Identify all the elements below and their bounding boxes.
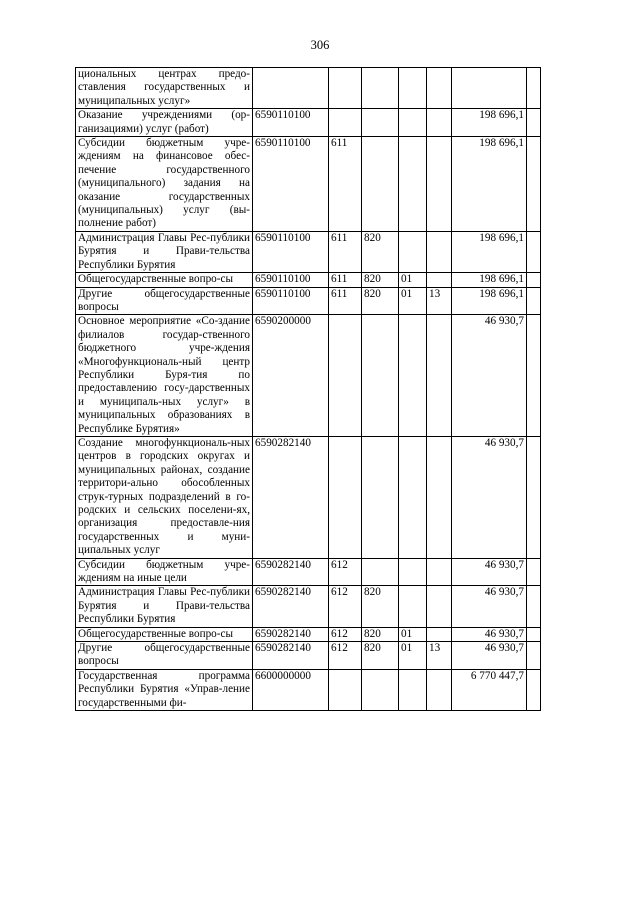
budget-table xyxy=(75,67,541,711)
cell-section xyxy=(399,137,427,232)
cell-extra xyxy=(527,436,541,558)
cell-amount xyxy=(452,68,527,109)
cell-amount: 198 696,1 xyxy=(452,137,527,232)
cell-amount: 46 930,7 xyxy=(452,642,527,670)
cell-expense-type: 611 xyxy=(329,231,362,272)
cell-expense-type xyxy=(329,68,362,109)
cell-extra xyxy=(527,68,541,109)
cell-amount: 46 930,7 xyxy=(452,586,527,627)
cell-section xyxy=(399,109,427,137)
cell-extra xyxy=(527,669,541,710)
cell-target-article: 6590282140 xyxy=(253,558,329,586)
cell-target-article: 6590282140 xyxy=(253,436,329,558)
cell-name: Другие общегосударственные вопросы xyxy=(76,287,253,315)
cell-subsection xyxy=(427,669,452,710)
table-row xyxy=(76,436,541,558)
cell-amount: 6 770 447,7 xyxy=(452,669,527,710)
cell-section: 01 xyxy=(399,287,427,315)
cell-subsection xyxy=(427,273,452,287)
cell-extra xyxy=(527,558,541,586)
cell-expense-type xyxy=(329,109,362,137)
cell-target-article: 6590282140 xyxy=(253,586,329,627)
cell-section xyxy=(399,586,427,627)
cell-administrator: 820 xyxy=(362,586,399,627)
cell-amount: 46 930,7 xyxy=(452,436,527,558)
cell-name: Администрация Главы Рес-публики Бурятия и Прави-тельства Республики Бурятия xyxy=(76,231,253,272)
cell-subsection: 13 xyxy=(427,287,452,315)
table-row xyxy=(76,137,541,232)
cell-name: циональных центрах предо- ставления государственных и муниципальных услуг» xyxy=(76,68,253,109)
cell-expense-type: 611 xyxy=(329,287,362,315)
cell-expense-type xyxy=(329,436,362,558)
cell-administrator xyxy=(362,669,399,710)
cell-administrator: 820 xyxy=(362,287,399,315)
cell-name: Оказание учреждениями (ор-ганизациями) услуг (работ) xyxy=(76,109,253,137)
cell-section xyxy=(399,436,427,558)
cell-section xyxy=(399,68,427,109)
cell-target-article: 6590282140 xyxy=(253,642,329,670)
table-row xyxy=(76,68,541,109)
cell-target-article: 6600000000 xyxy=(253,669,329,710)
cell-target-article: 6590282140 xyxy=(253,627,329,641)
table-row xyxy=(76,642,541,670)
cell-section xyxy=(399,231,427,272)
cell-subsection xyxy=(427,231,452,272)
cell-subsection xyxy=(427,627,452,641)
cell-target-article: 6590110100 xyxy=(253,287,329,315)
cell-amount: 46 930,7 xyxy=(452,315,527,437)
cell-subsection xyxy=(427,315,452,437)
cell-subsection xyxy=(427,109,452,137)
cell-administrator xyxy=(362,436,399,558)
cell-name: Общегосударственные вопро-сы xyxy=(76,273,253,287)
table-row xyxy=(76,315,541,437)
cell-expense-type: 612 xyxy=(329,642,362,670)
cell-name: Основное мероприятие «Со-здание филиалов государ-ственного бюджетного учре-ждения «Многофункциональ-ный центр Республики Буря-тия по предоставлению госу-дарственных и муниципаль-ных услуг» в муниципальных образованиях в Республике Бурятия» xyxy=(76,315,253,437)
page-number: 306 xyxy=(310,38,330,52)
cell-section: 01 xyxy=(399,273,427,287)
cell-amount: 46 930,7 xyxy=(452,627,527,641)
cell-section: 01 xyxy=(399,627,427,641)
cell-section: 01 xyxy=(399,642,427,670)
cell-expense-type: 612 xyxy=(329,627,362,641)
cell-extra xyxy=(527,137,541,232)
cell-target-article: 6590200000 xyxy=(253,315,329,437)
cell-subsection xyxy=(427,68,452,109)
cell-extra xyxy=(527,287,541,315)
cell-name: Субсидии бюджетным учре-ждениям на финансовое обес-печение государственного (муниципального) задания на оказание государственных (муниципальных) услуг (вы-полнение работ) xyxy=(76,137,253,232)
cell-extra xyxy=(527,109,541,137)
cell-amount: 198 696,1 xyxy=(452,231,527,272)
cell-amount: 198 696,1 xyxy=(452,109,527,137)
table-row xyxy=(76,586,541,627)
cell-section xyxy=(399,558,427,586)
cell-amount: 198 696,1 xyxy=(452,287,527,315)
table-row xyxy=(76,669,541,710)
cell-name: Общегосударственные вопро-сы xyxy=(76,627,253,641)
cell-extra xyxy=(527,586,541,627)
table-row xyxy=(76,627,541,641)
cell-administrator: 820 xyxy=(362,627,399,641)
cell-expense-type: 611 xyxy=(329,273,362,287)
table-row xyxy=(76,273,541,287)
cell-subsection: 13 xyxy=(427,642,452,670)
cell-subsection xyxy=(427,558,452,586)
cell-target-article: 6590110100 xyxy=(253,273,329,287)
cell-administrator: 820 xyxy=(362,642,399,670)
cell-amount: 46 930,7 xyxy=(452,558,527,586)
cell-name: Другие общегосударственные вопросы xyxy=(76,642,253,670)
table-row xyxy=(76,287,541,315)
cell-amount: 198 696,1 xyxy=(452,273,527,287)
cell-extra xyxy=(527,273,541,287)
cell-expense-type: 612 xyxy=(329,586,362,627)
cell-subsection xyxy=(427,586,452,627)
cell-subsection xyxy=(427,436,452,558)
cell-name: Создание многофункциональ-ных центров в городских округах и муниципальных районах, создание территори-ально обособленных струк-турных подразделений в го-родских и сельских поселени-ях, организация предоставле-ния государственных и муни-ципальных услуг xyxy=(76,436,253,558)
cell-administrator xyxy=(362,109,399,137)
cell-expense-type xyxy=(329,669,362,710)
table-row xyxy=(76,558,541,586)
cell-administrator xyxy=(362,558,399,586)
cell-administrator xyxy=(362,137,399,232)
cell-section xyxy=(399,669,427,710)
cell-administrator xyxy=(362,68,399,109)
table-row xyxy=(76,231,541,272)
cell-expense-type xyxy=(329,315,362,437)
cell-extra xyxy=(527,627,541,641)
cell-name: Администрация Главы Рес-публики Бурятия и Прави-тельства Республики Бурятия xyxy=(76,586,253,627)
cell-extra xyxy=(527,642,541,670)
cell-subsection xyxy=(427,137,452,232)
cell-administrator: 820 xyxy=(362,231,399,272)
cell-target-article: 6590110100 xyxy=(253,231,329,272)
cell-target-article: 6590110100 xyxy=(253,137,329,232)
cell-extra xyxy=(527,315,541,437)
cell-target-article: 6590110100 xyxy=(253,109,329,137)
cell-target-article xyxy=(253,68,329,109)
cell-section xyxy=(399,315,427,437)
table-body xyxy=(76,68,541,711)
cell-expense-type: 611 xyxy=(329,137,362,232)
cell-administrator: 820 xyxy=(362,273,399,287)
table-row xyxy=(76,109,541,137)
cell-name: Субсидии бюджетным учре-ждениям на иные цели xyxy=(76,558,253,586)
cell-extra xyxy=(527,231,541,272)
cell-expense-type: 612 xyxy=(329,558,362,586)
cell-name: Государственная программа Республики Бурятия «Управ-ление государственными фи- xyxy=(76,669,253,710)
cell-administrator xyxy=(362,315,399,437)
